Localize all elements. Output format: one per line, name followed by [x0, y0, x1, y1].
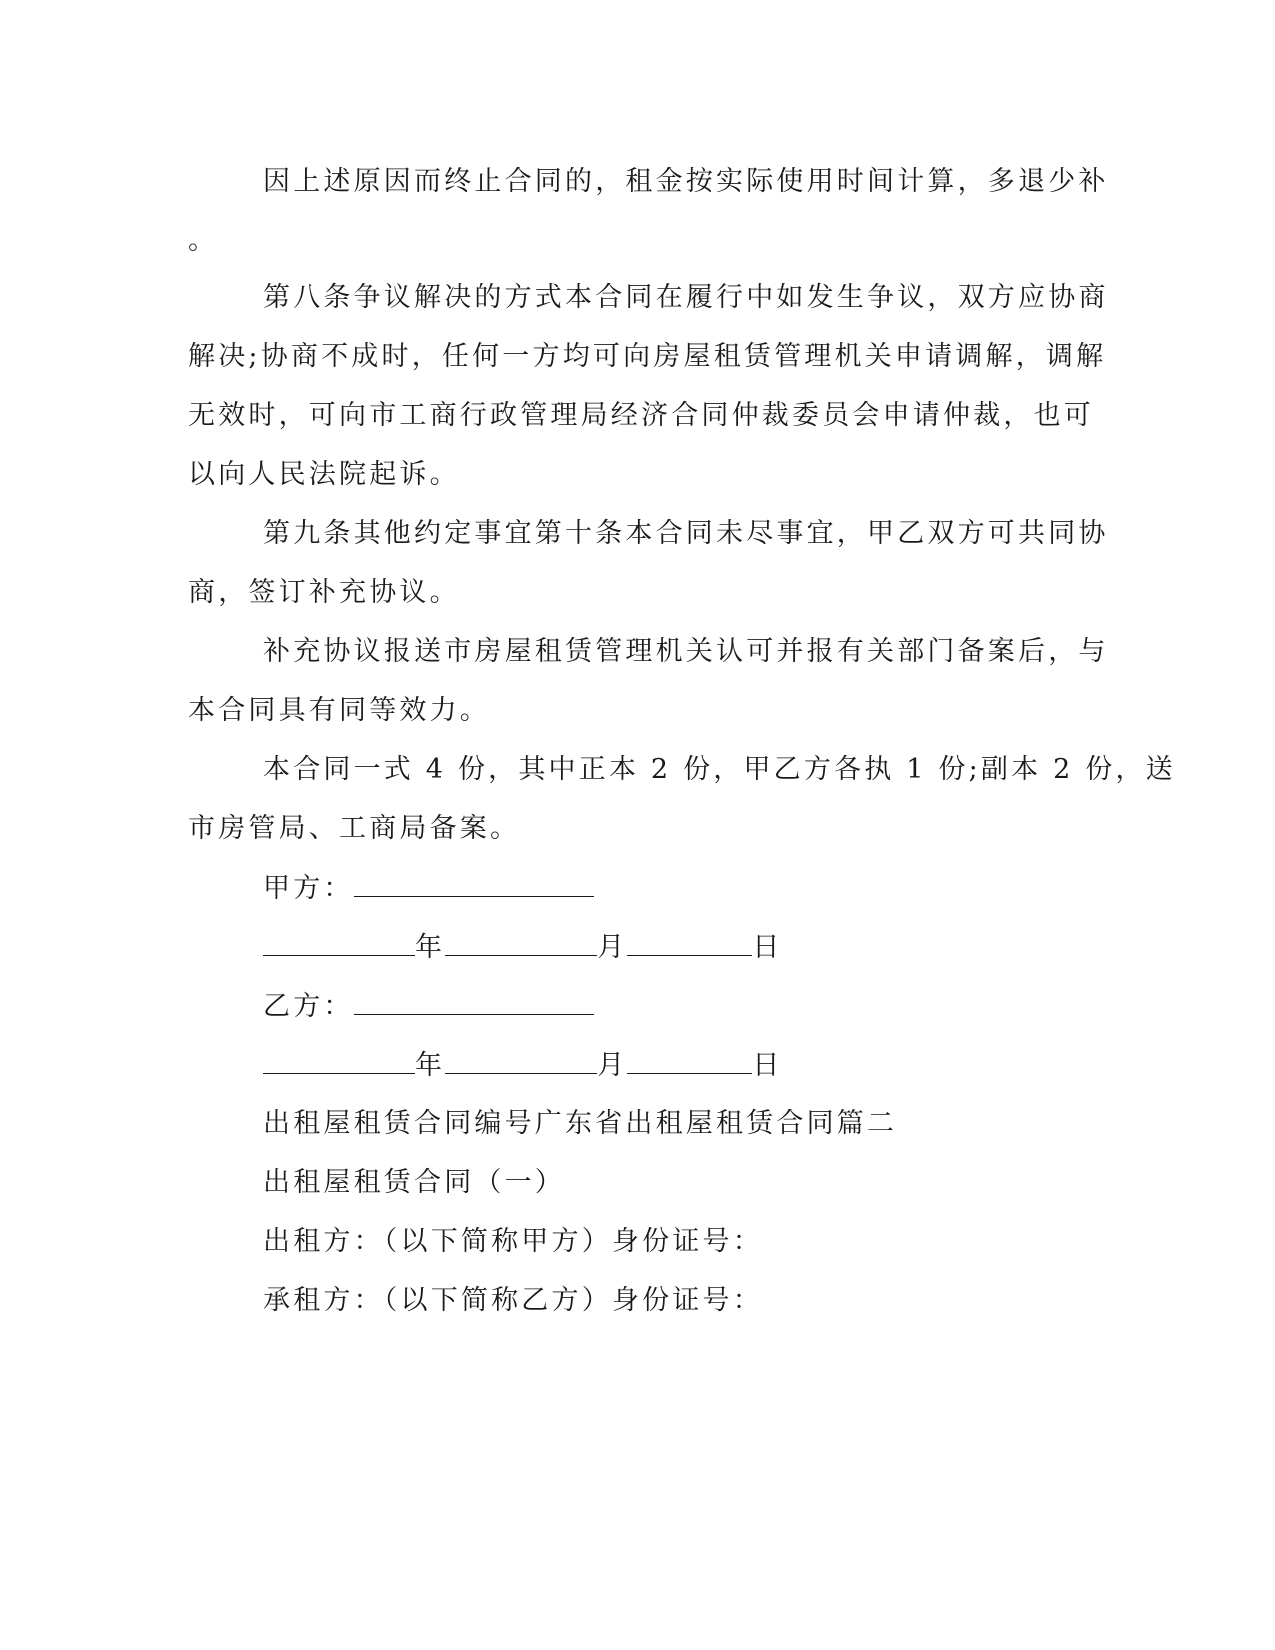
month-label: 月: [597, 1050, 628, 1081]
party-b-date-line: [263, 1045, 783, 1086]
year-blank[interactable]: [263, 927, 415, 956]
day-label: 日: [752, 932, 783, 963]
paragraph-text: 第九条其他约定事宜第十条本合同未尽事宜，甲乙双方可共同协: [263, 518, 1109, 549]
month-blank[interactable]: [445, 927, 597, 956]
paragraph-text: 商，签订补充协议。: [188, 577, 460, 608]
paragraph-text: 。: [188, 225, 219, 256]
party-a-date-line: [263, 927, 783, 968]
year-label: 年: [415, 932, 446, 963]
party-a-blank[interactable]: [354, 868, 594, 897]
day-label: 日: [752, 1050, 783, 1081]
year-label: 年: [415, 1050, 446, 1081]
day-blank[interactable]: [627, 1045, 752, 1074]
paragraph-text: 市房管局、工商局备案。: [188, 813, 521, 844]
party-b-blank[interactable]: [354, 986, 594, 1015]
paragraph-text: 以向人民法院起诉。: [188, 459, 460, 490]
contract-subtitle: 出租屋租赁合同（一）: [263, 1167, 565, 1198]
party-b-signature-line: [263, 986, 594, 1027]
lessor-line: 出租方：（以下简称甲方）身份证号：: [263, 1226, 763, 1257]
paragraph-text: 因上述原因而终止合同的，租金按实际使用时间计算，多退少补: [263, 166, 1109, 197]
day-blank[interactable]: [627, 927, 752, 956]
party-b-label: 乙方：: [263, 991, 354, 1022]
paragraph-text: 解决;协商不成时，任何一方均可向房屋租赁管理机关申请调解，调解: [188, 341, 1107, 372]
section-heading: 出租屋租赁合同编号广东省出租屋租赁合同篇二: [263, 1108, 898, 1139]
lessee-line: 承租方：（以下简称乙方）身份证号：: [263, 1285, 763, 1316]
month-label: 月: [597, 932, 628, 963]
paragraph-text: 无效时，可向市工商行政管理局经济合同仲裁委员会申请仲裁，也可: [188, 400, 1094, 431]
year-blank[interactable]: [263, 1045, 415, 1074]
paragraph-text: 本合同具有同等效力。: [188, 695, 490, 726]
paragraph-text: 本合同一式 4 份，其中正本 2 份，甲乙方各执 1 份;副本 2 份，送: [263, 754, 1176, 785]
month-blank[interactable]: [445, 1045, 597, 1074]
paragraph-text: 第八条争议解决的方式本合同在履行中如发生争议，双方应协商: [263, 282, 1109, 313]
party-a-label: 甲方：: [263, 873, 354, 904]
paragraph-text: 补充协议报送市房屋租赁管理机关认可并报有关部门备案后，与: [263, 636, 1109, 667]
party-a-signature-line: [263, 868, 594, 909]
